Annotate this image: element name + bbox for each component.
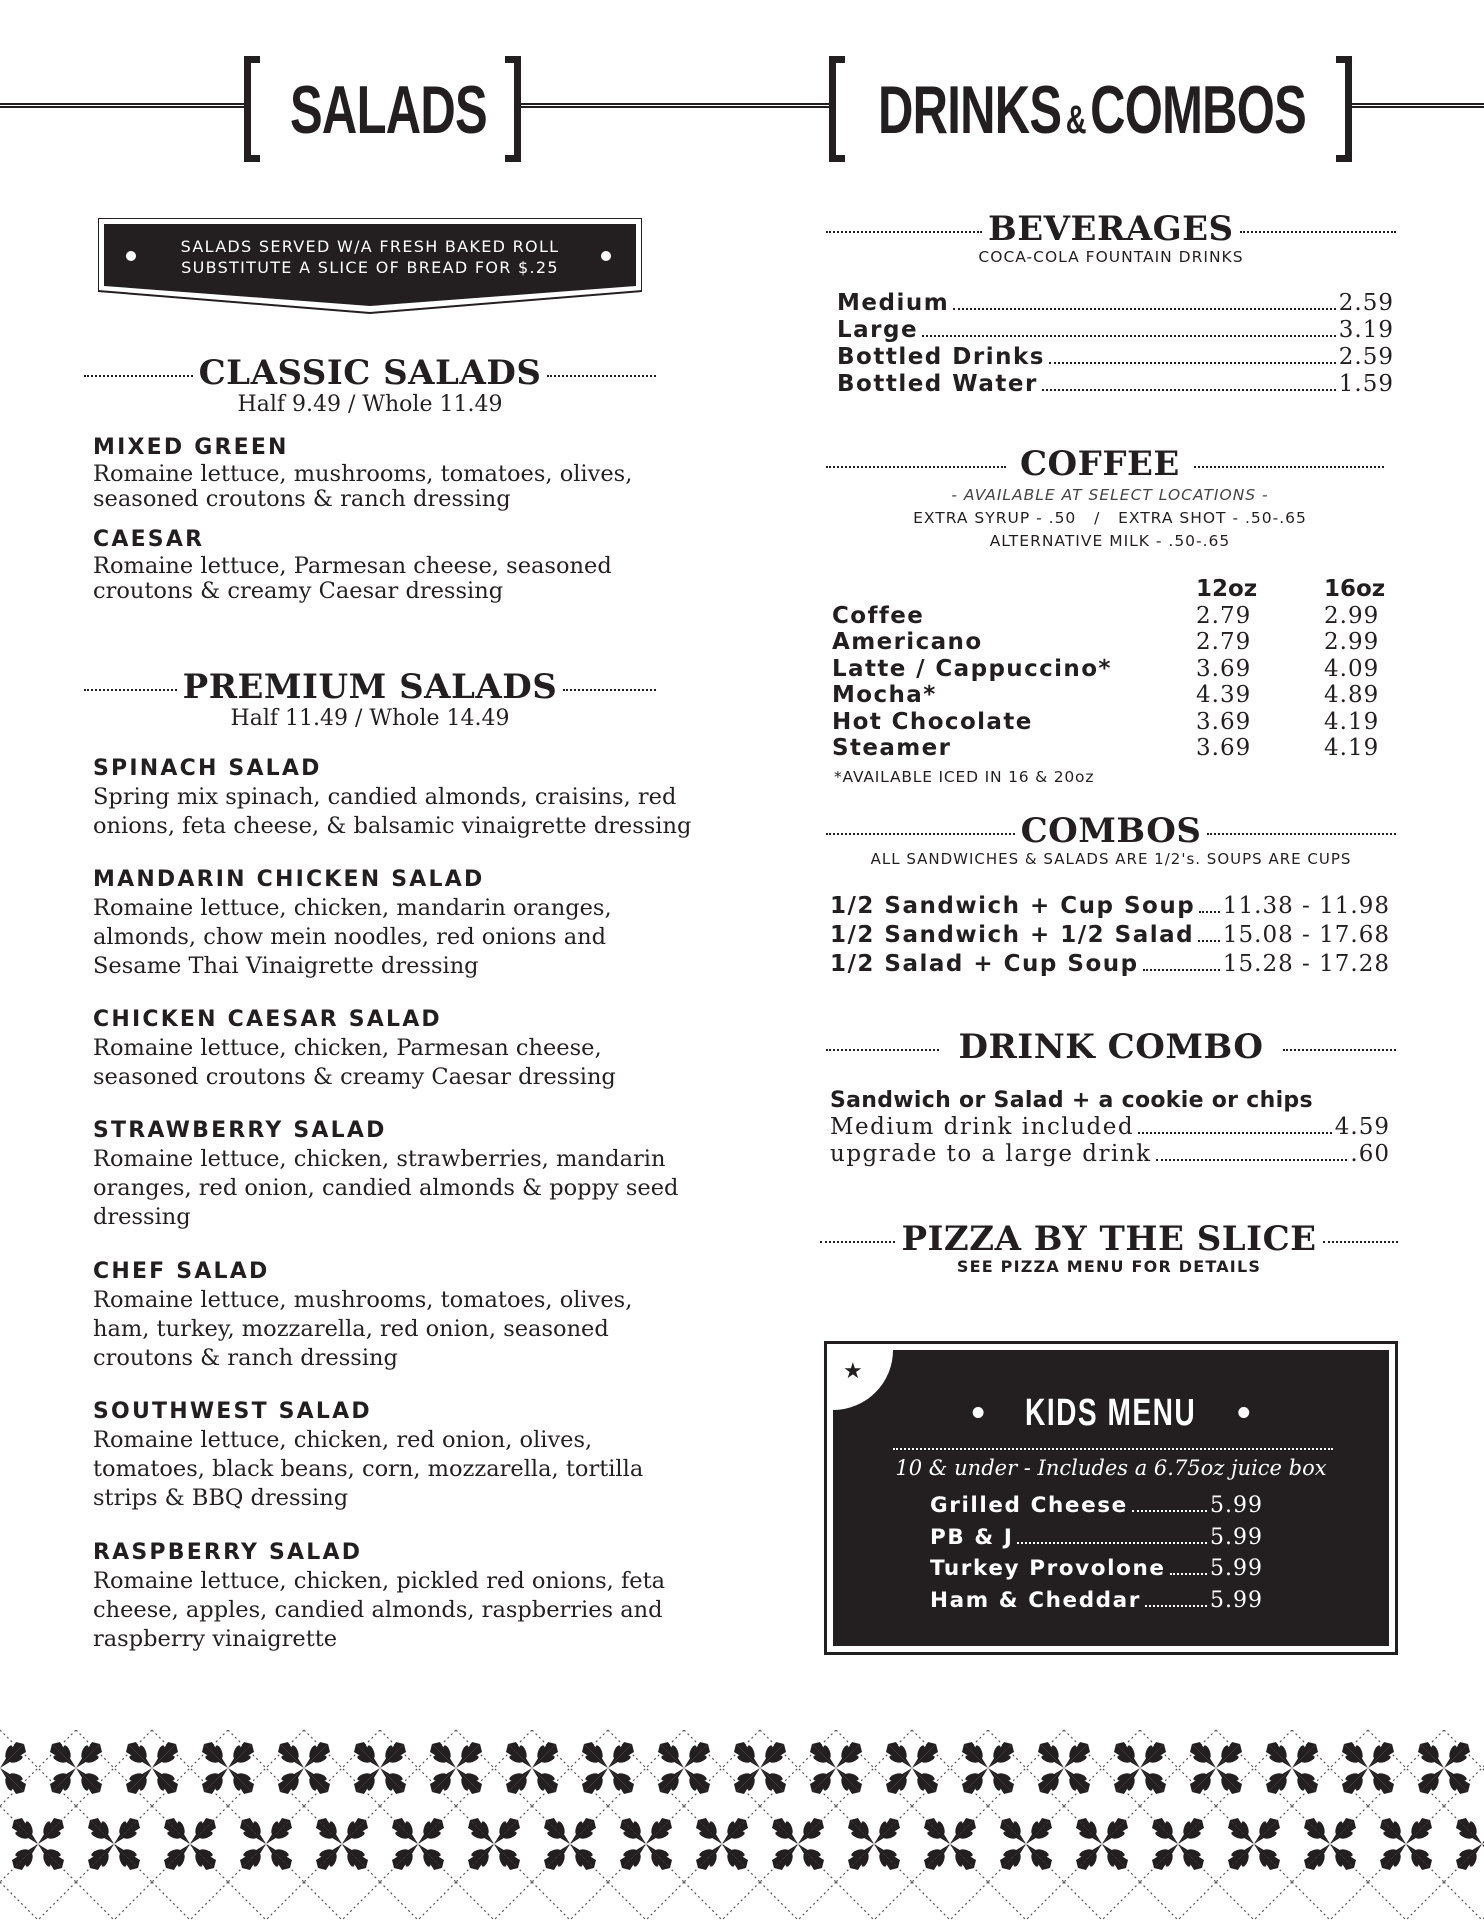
salad-desc: Romaine lettuce, mushrooms, tomatoes, olives, seasoned croutons & ranch dressing bbox=[93, 461, 633, 512]
salad-item-spinach bbox=[93, 755, 733, 841]
kids-item-label: Ham & Cheddar bbox=[930, 1588, 1141, 1613]
classic-salads-heading bbox=[84, 353, 656, 393]
pizza-title: PIZZA BY THE SLICE bbox=[901, 1219, 1317, 1259]
kids-item-label: Grilled Cheese bbox=[930, 1493, 1128, 1518]
premium-salads-heading bbox=[84, 667, 656, 707]
salad-name: CAESAR bbox=[93, 527, 205, 552]
drinks-bracket-left bbox=[829, 56, 845, 162]
classic-salads-price: Half 9.49 / Whole 11.49 bbox=[237, 392, 503, 417]
salad-desc: Romaine lettuce, chicken, pickled red onions, feta cheese, apples, candied almonds, raspberries and raspberry vinaigrette bbox=[93, 1568, 666, 1652]
salad-desc: Romaine lettuce, chicken, red onion, olives, tomatoes, black beans, corn, mozzarella, tortilla strips & BBQ dressing bbox=[93, 1427, 644, 1511]
coffee-note-availability: - AVAILABLE AT SELECT LOCATIONS - bbox=[951, 486, 1269, 504]
drink-combo-row bbox=[830, 1141, 1390, 1167]
drink-combo-heading bbox=[826, 1027, 1396, 1067]
salads-header-rule-left bbox=[0, 103, 244, 108]
coffee-price-16oz: 4.09 bbox=[1324, 655, 1380, 682]
item-label: Medium bbox=[837, 290, 950, 316]
salad-name: CHICKEN CAESAR SALAD bbox=[93, 1007, 442, 1032]
combos-title: COMBOS bbox=[1020, 811, 1202, 851]
coffee-price-16oz: 2.99 bbox=[1324, 629, 1380, 655]
size-12oz-header: 12oz bbox=[1196, 576, 1258, 602]
kids-item-row bbox=[930, 1588, 1263, 1613]
drink-combo-label: Medium drink included bbox=[830, 1114, 1135, 1140]
salad-desc: Spring mix spinach, candied almonds, craisins, red onions, feta cheese, & balsamic vinaigrette dressing bbox=[93, 784, 692, 839]
salad-desc: Romaine lettuce, chicken, mandarin oranges, almonds, chow mein noodles, red onions and Sesame Thai Vinaigrette dressing bbox=[93, 895, 612, 979]
drinks-word: DRINKS bbox=[878, 72, 1062, 148]
size-16oz-header: 16oz bbox=[1324, 576, 1386, 602]
classic-salads-title: CLASSIC SALADS bbox=[198, 353, 542, 393]
item-price: 3.19 bbox=[1338, 317, 1394, 343]
salad-item-mixed-green bbox=[93, 434, 733, 512]
salad-item-mandarin-chicken bbox=[93, 866, 733, 981]
drinks-header-rule-right bbox=[1352, 103, 1484, 108]
coffee-item-label: Coffee bbox=[832, 602, 925, 629]
coffee-item-label: Latte / Cappuccino* bbox=[832, 655, 1112, 682]
pizza-subtitle: SEE PIZZA MENU FOR DETAILS bbox=[956, 1257, 1262, 1276]
salad-desc: Romaine lettuce, chicken, Parmesan cheese, seasoned croutons & creamy Caesar dressing bbox=[93, 1035, 616, 1090]
combo-row bbox=[830, 922, 1390, 948]
drink-combo-price: 4.59 bbox=[1334, 1114, 1390, 1140]
combo-price: 15.28 - 17.28 bbox=[1222, 951, 1390, 977]
coffee-price-12oz: 3.69 bbox=[1196, 655, 1252, 682]
item-price: 2.59 bbox=[1338, 344, 1394, 370]
coffee-note-extras: EXTRA SYRUP - .50 / EXTRA SHOT - .50-.65 bbox=[913, 509, 1307, 527]
salad-desc: Romaine lettuce, Parmesan cheese, seasoned croutons & creamy Caesar dressing bbox=[93, 553, 612, 604]
salad-item-strawberry bbox=[93, 1117, 733, 1232]
star-icon: ★ bbox=[843, 1358, 863, 1383]
item-label: Bottled Drinks bbox=[837, 344, 1045, 370]
coffee-footnote: *AVAILABLE ICED IN 16 & 20oz bbox=[834, 768, 1095, 786]
item-label: Bottled Water bbox=[837, 371, 1038, 397]
decorative-wheat-pattern bbox=[0, 1730, 1484, 1920]
salad-item-chef bbox=[93, 1258, 733, 1373]
drink-combo-row bbox=[830, 1114, 1390, 1140]
combo-row bbox=[830, 951, 1390, 977]
price-row-bottled-drinks bbox=[837, 344, 1394, 370]
drinks-combos-title bbox=[878, 72, 1307, 148]
coffee-table-header bbox=[832, 576, 1392, 603]
salad-desc: Romaine lettuce, chicken, strawberries, mandarin oranges, red onion, candied almonds & poppy seed dressing bbox=[93, 1146, 679, 1230]
kids-item-row bbox=[930, 1493, 1263, 1518]
salad-name: MANDARIN CHICKEN SALAD bbox=[93, 867, 485, 892]
salad-name: SOUTHWEST SALAD bbox=[93, 1399, 372, 1424]
combo-label: 1/2 Sandwich + Cup Soup bbox=[830, 893, 1196, 919]
coffee-price-16oz: 4.19 bbox=[1324, 708, 1380, 735]
combos-heading bbox=[826, 811, 1396, 851]
salads-header-rule-right bbox=[521, 103, 829, 108]
coffee-price-12oz: 2.79 bbox=[1196, 629, 1252, 655]
combo-price: 15.08 - 17.68 bbox=[1222, 922, 1390, 948]
combos-word: COMBOS bbox=[1090, 72, 1307, 148]
premium-salads-title: PREMIUM SALADS bbox=[182, 667, 558, 707]
coffee-price-16oz: 2.99 bbox=[1324, 602, 1380, 629]
combo-price: 11.38 - 11.98 bbox=[1222, 893, 1390, 919]
kids-item-price: 5.99 bbox=[1210, 1525, 1263, 1550]
kids-item-row bbox=[930, 1556, 1263, 1581]
coffee-note-milk: ALTERNATIVE MILK - .50-.65 bbox=[989, 532, 1231, 550]
drink-combo-label: upgrade to a large drink bbox=[830, 1141, 1152, 1167]
kids-item-price: 5.99 bbox=[1210, 1556, 1263, 1581]
beverages-title: BEVERAGES bbox=[988, 209, 1234, 249]
salad-desc: Romaine lettuce, mushrooms, tomatoes, olives, ham, turkey, mozzarella, red onion, seasoned croutons & ranch dressing bbox=[93, 1287, 633, 1371]
coffee-title: COFFEE bbox=[1020, 444, 1180, 484]
drink-combo-price: .60 bbox=[1350, 1141, 1390, 1167]
combo-row bbox=[830, 893, 1390, 919]
kids-item-price: 5.99 bbox=[1210, 1588, 1263, 1613]
kids-item-label: Turkey Provolone bbox=[930, 1556, 1166, 1581]
drink-combo-lead: Sandwich or Salad + a cookie or chips bbox=[830, 1088, 1313, 1113]
kids-item-price: 5.99 bbox=[1210, 1493, 1263, 1518]
salad-item-chicken-caesar bbox=[93, 1006, 733, 1092]
coffee-row bbox=[832, 735, 1392, 762]
salads-bracket-left bbox=[244, 56, 260, 162]
roll-info-banner bbox=[98, 218, 642, 314]
salad-item-caesar bbox=[93, 526, 733, 604]
coffee-price-12oz: 4.39 bbox=[1196, 682, 1252, 708]
item-price: 1.59 bbox=[1338, 371, 1394, 397]
price-row-bottled-water bbox=[837, 371, 1394, 397]
salad-item-raspberry bbox=[93, 1539, 733, 1654]
premium-salads-price: Half 11.49 / Whole 14.49 bbox=[230, 706, 510, 731]
combo-label: 1/2 Salad + Cup Soup bbox=[830, 951, 1139, 977]
coffee-item-label: Mocha* bbox=[832, 682, 937, 708]
salad-item-southwest bbox=[93, 1398, 733, 1513]
item-label: Large bbox=[837, 317, 919, 343]
coffee-row bbox=[832, 656, 1392, 683]
coffee-item-label: Americano bbox=[832, 629, 983, 655]
coffee-item-label: Steamer bbox=[832, 735, 952, 761]
coffee-price-12oz: 3.69 bbox=[1196, 735, 1252, 761]
salad-name: CHEF SALAD bbox=[93, 1259, 270, 1284]
bullet-icon: • bbox=[971, 1392, 985, 1434]
coffee-price-16oz: 4.19 bbox=[1324, 735, 1380, 761]
bullet-icon: • bbox=[1237, 1392, 1251, 1434]
combos-subtitle: ALL SANDWICHES & SALADS ARE 1/2's. SOUPS ARE CUPS bbox=[870, 850, 1352, 868]
kids-menu-heading bbox=[833, 1392, 1389, 1435]
price-row-large bbox=[837, 317, 1394, 343]
beverages-subtitle: COCA-COLA FOUNTAIN DRINKS bbox=[978, 248, 1244, 266]
drinks-bracket-right bbox=[1336, 56, 1352, 162]
coffee-row bbox=[832, 603, 1392, 630]
coffee-row bbox=[832, 629, 1392, 656]
coffee-price-12oz: 3.69 bbox=[1196, 708, 1252, 735]
coffee-price-12oz: 2.79 bbox=[1196, 602, 1252, 629]
banner-line-1: SALADS SERVED W/A FRESH BAKED ROLL bbox=[180, 237, 560, 256]
kids-menu-title: KIDS MENU bbox=[1025, 1392, 1197, 1434]
coffee-row bbox=[832, 709, 1392, 736]
salad-name: SPINACH SALAD bbox=[93, 756, 322, 781]
coffee-price-16oz: 4.89 bbox=[1324, 682, 1380, 708]
salad-name: RASPBERRY SALAD bbox=[93, 1540, 363, 1565]
salad-name: MIXED GREEN bbox=[93, 435, 289, 460]
salads-bracket-right bbox=[505, 56, 521, 162]
coffee-price-table bbox=[832, 576, 1392, 762]
combo-label: 1/2 Sandwich + 1/2 Salad bbox=[830, 922, 1195, 948]
kids-item-label: PB & J bbox=[930, 1525, 1014, 1550]
ampersand: & bbox=[1065, 98, 1086, 142]
coffee-row bbox=[832, 682, 1392, 709]
drink-combo-title: DRINK COMBO bbox=[958, 1027, 1264, 1067]
salad-name: STRAWBERRY SALAD bbox=[93, 1118, 387, 1143]
kids-menu-box bbox=[824, 1341, 1398, 1655]
coffee-item-label: Hot Chocolate bbox=[832, 708, 1033, 735]
salads-title: SALADS bbox=[290, 72, 487, 148]
price-row-medium bbox=[837, 290, 1394, 316]
kids-menu-subtitle: 10 & under - Includes a 6.75oz juice box bbox=[895, 1456, 1327, 1480]
coffee-heading bbox=[826, 444, 1394, 484]
pizza-heading bbox=[820, 1219, 1398, 1259]
banner-line-2: SUBSTITUTE A SLICE OF BREAD FOR $.25 bbox=[181, 258, 559, 277]
item-price: 2.59 bbox=[1338, 290, 1394, 316]
kids-item-row bbox=[930, 1525, 1263, 1550]
beverages-heading bbox=[826, 209, 1396, 249]
